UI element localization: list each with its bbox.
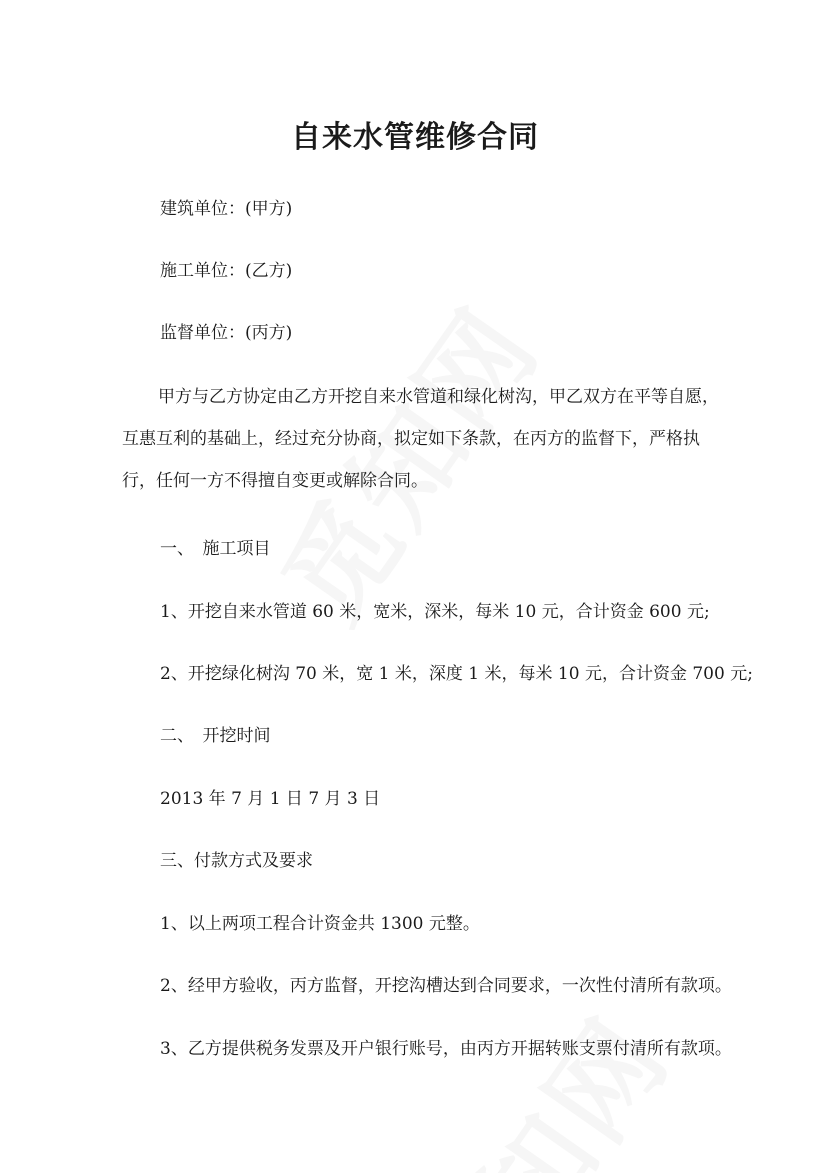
section-1-heading: 一、 施工项目 xyxy=(160,539,271,559)
intro-paragraph xyxy=(122,376,722,502)
watermark xyxy=(369,981,698,1173)
party-a-line: 建筑单位：(甲方) xyxy=(160,199,293,219)
section-3-item-1: 1、以上两项工程合计资金共 1300 元整。 xyxy=(160,914,480,934)
section-3-item-2: 2、经甲方验收，丙方监督，开挖沟槽达到合同要求，一次性付清所有款项。 xyxy=(160,976,732,996)
intro-text: 甲方与乙方协定由乙方开挖自来水管道和绿化树沟，甲乙双方在平等自愿，互惠互利的基础上，经过充分协商，拟定如下条款，在丙方的监督下，严格执行，任何一方不得擅自变更或解除合同。 xyxy=(122,387,719,491)
section-1-item-2: 2、开挖绿化树沟 70 米，宽 1 米，深度 1 米，每米 10 元，合计资金 700 元; xyxy=(160,664,753,684)
party-c-line: 监督单位：(丙方) xyxy=(160,323,293,343)
party-b-line: 施工单位：(乙方) xyxy=(160,261,293,281)
section-3-heading: 三、付款方式及要求 xyxy=(160,851,313,871)
section-2-date: 2013 年 7 月 1 日 7 月 3 日 xyxy=(160,789,381,809)
document-title: 自来水管维修合同 xyxy=(291,120,539,155)
section-2-heading: 二、 开挖时间 xyxy=(160,726,271,746)
section-1-item-1: 1、开挖自来水管道 60 米，宽米，深米，每米 10 元，合计资金 600 元; xyxy=(160,602,710,622)
section-3-item-3: 3、乙方提供税务发票及开户银行账号，由丙方开据转账支票付清所有款项。 xyxy=(160,1039,732,1059)
